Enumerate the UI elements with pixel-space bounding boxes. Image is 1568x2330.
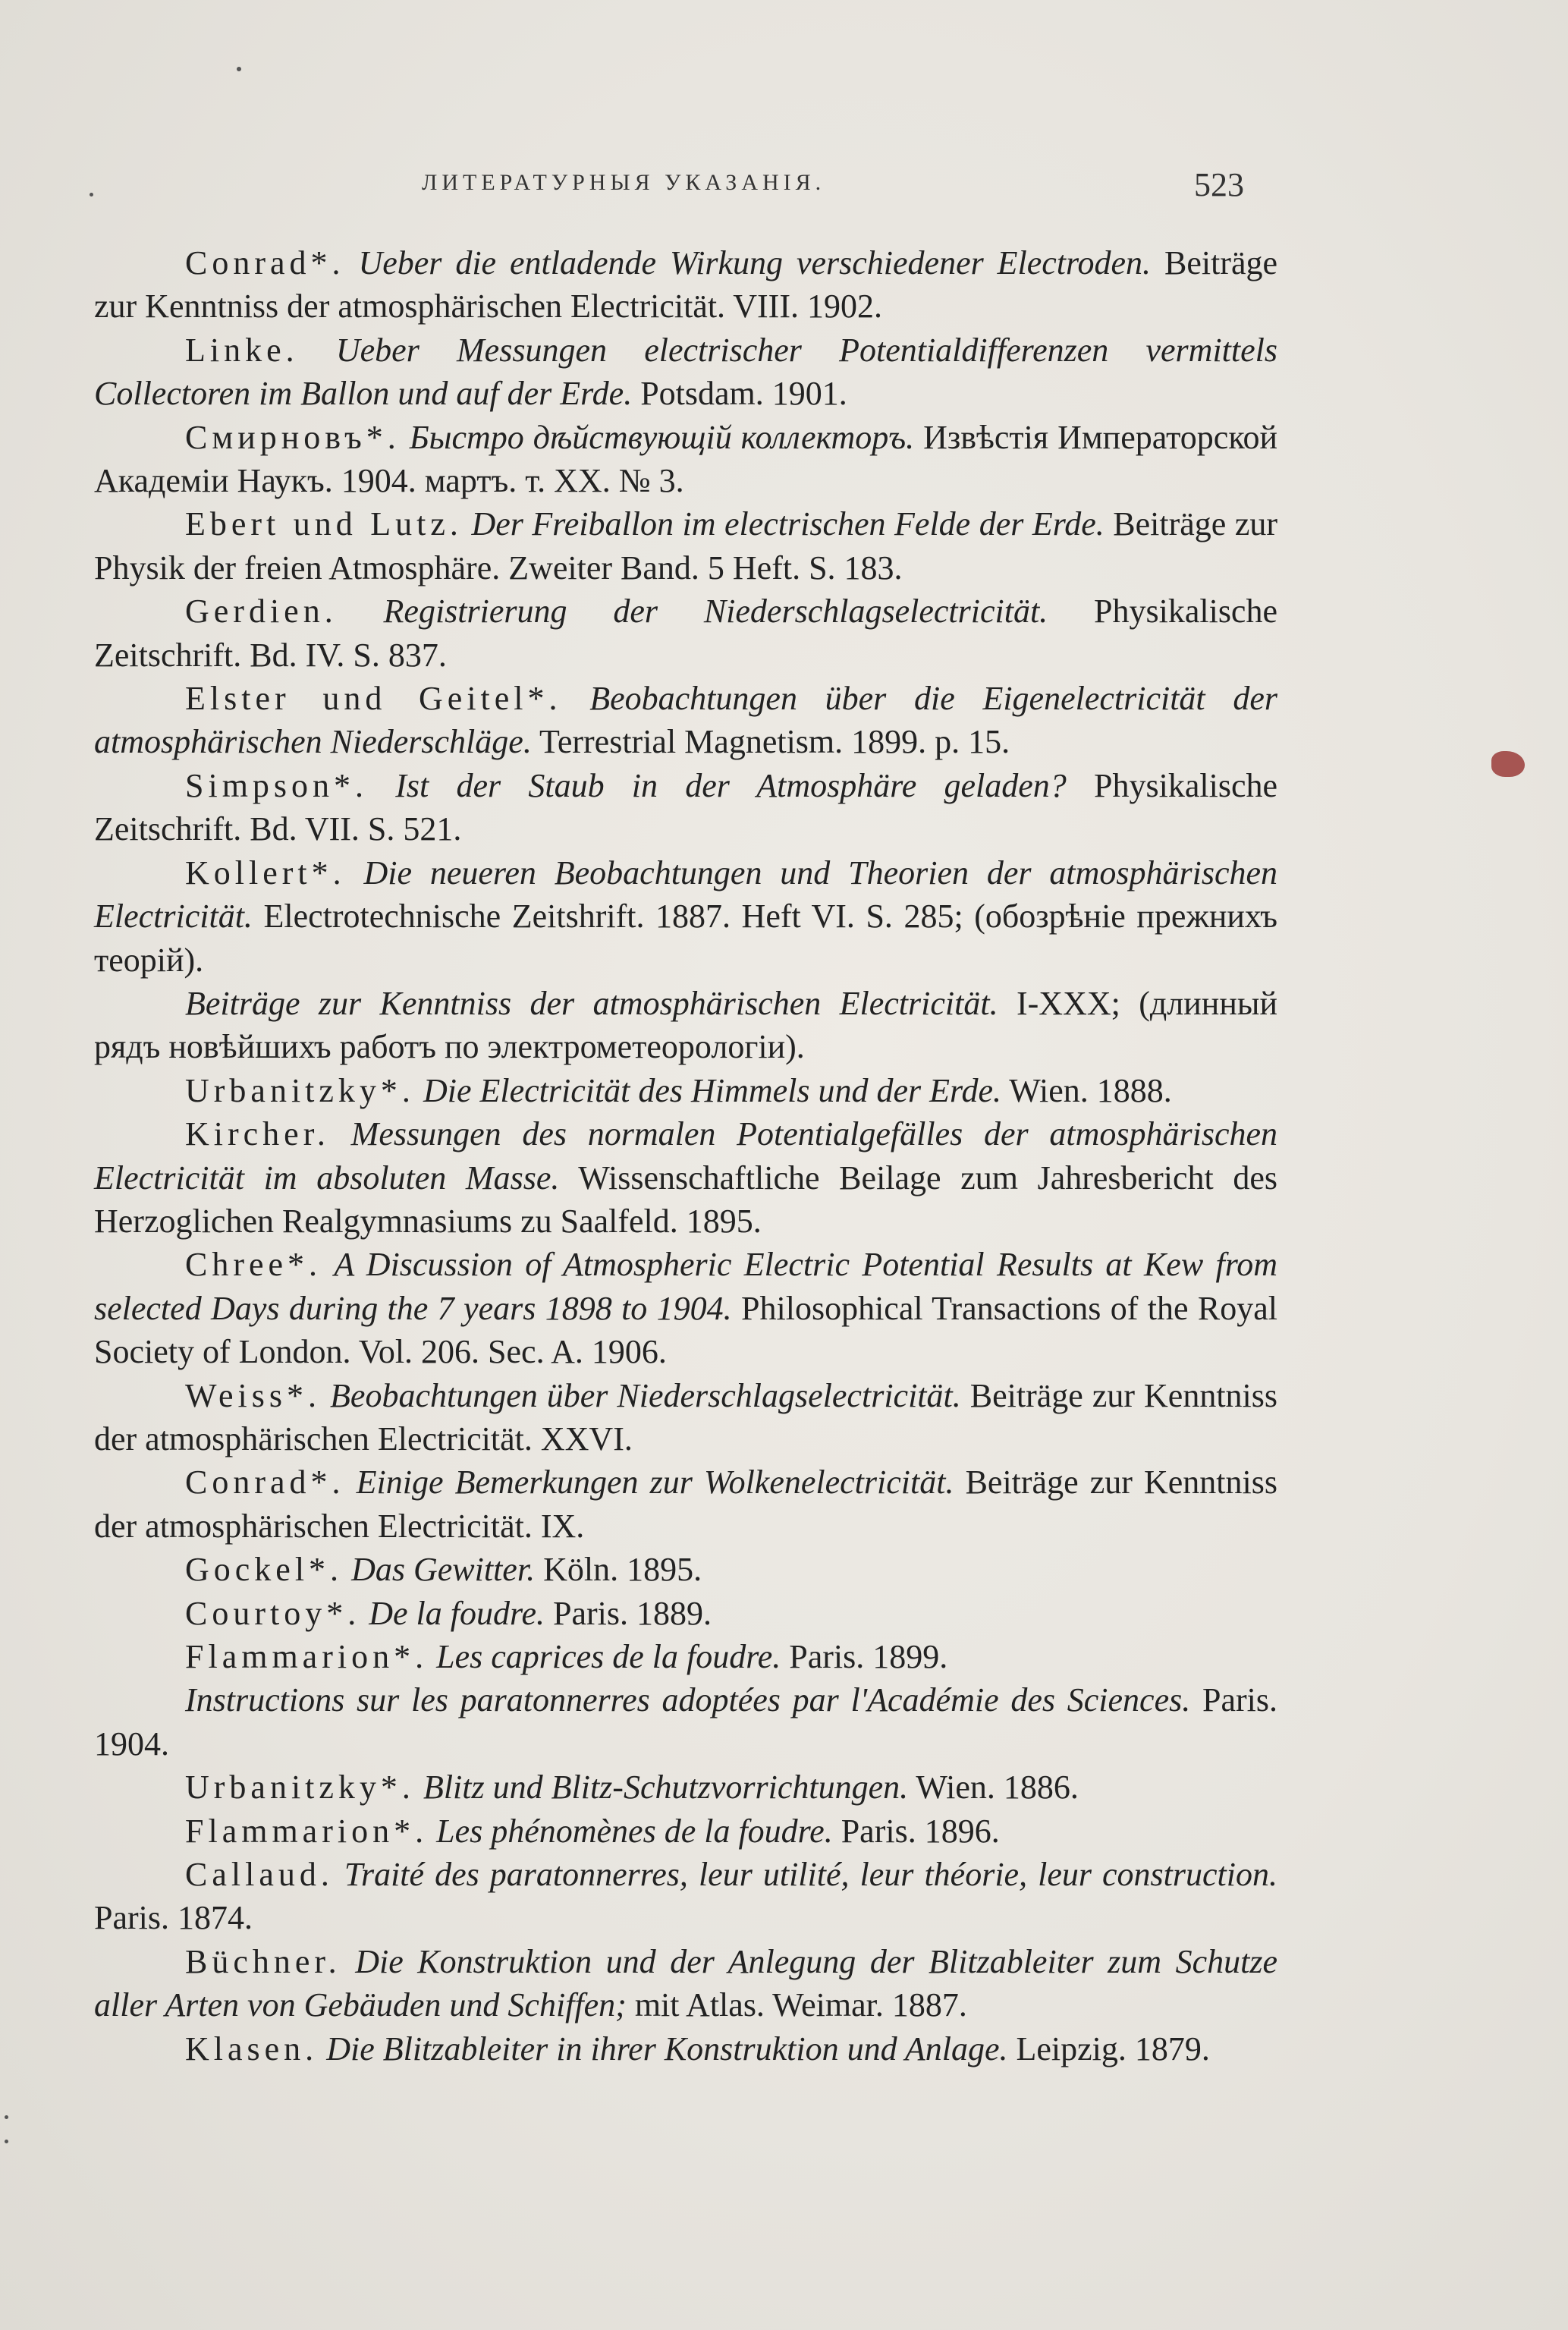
bibliography-entry [94, 1635, 1277, 1678]
entry-title: Beobachtungen über Niederschlagselectricität. [330, 1376, 961, 1414]
entry-author: Gockel*. [185, 1551, 344, 1589]
entry-author: Callaud. [185, 1856, 334, 1894]
entry-author: Klasen. [185, 2030, 319, 2067]
entry-author: Urbanitzky*. [185, 1071, 415, 1109]
entry-title: Les caprices de la foudre. [436, 1638, 781, 1675]
entry-publication: Potsdam. 1901. [640, 375, 847, 413]
entry-publication: Terrestrial Magnetism. 1899. p. 15. [539, 723, 1010, 761]
entry-author: Смирновъ*. [185, 418, 401, 456]
entry-publication: Paris. 1899. [789, 1638, 948, 1675]
bibliography-entry [94, 590, 1277, 677]
paper-speck [5, 2115, 8, 2119]
entry-title: Beiträge zur Kenntniss der atmosphärischen Electricität. [185, 984, 998, 1022]
entry-author: Gerdien. [185, 593, 338, 630]
entry-author: Simpson*. [185, 766, 369, 804]
entry-title: Die Blitzableiter in ihrer Konstruktion und Anlage. [326, 2030, 1008, 2067]
entry-publication: Paris. 1904. [94, 1681, 1277, 1762]
entry-publication: Beiträge zur Physik der freien Atmosphäre. Zweiter Band. 5 Heft. S. 183. [94, 505, 1278, 586]
entry-title: Ueber die entladende Wirkung verschiedener Electroden. [358, 244, 1152, 281]
entry-publication: Physikalische Zeitschrift. Bd. IV. S. 837. [94, 593, 1277, 674]
entry-title: Einige Bemerkungen zur Wolkenelectricität. [356, 1464, 954, 1501]
entry-publication: Köln. 1895. [543, 1551, 702, 1589]
entry-publication: Beiträge zur Kenntniss der atmosphärischen Electricität. VIII. 1902. [94, 244, 1278, 325]
entry-publication: Philosophical Transactions of the Royal Society of London. Vol. 206. Sec. A. 1906. [94, 1289, 1278, 1371]
entry-author: Conrad*. [185, 244, 345, 281]
bibliography-entry [94, 982, 1277, 1069]
paper-speck [5, 2140, 8, 2143]
bibliography-entry [94, 1810, 1277, 1853]
entry-title: Blitz und Blitz-Schutzvorrichtungen. [423, 1769, 909, 1806]
bibliography-entry [94, 1592, 1277, 1635]
entry-author: Conrad*. [185, 1464, 345, 1501]
entry-author: Courtoy*. [185, 1594, 361, 1632]
entry-publication: Wien. 1886. [916, 1769, 1079, 1806]
entry-title: Registrierung der Niederschlagselectricität. [383, 593, 1048, 630]
entry-author: Elster und Geitel*. [185, 680, 562, 718]
bibliography-entry [94, 851, 1277, 982]
entry-title: Die Konstruktion und der Anlegung der Blitzableiter zum Schutze aller Arten von Gebäuden und Schiffen; [94, 1942, 1277, 2024]
bibliography-list [94, 241, 1277, 2071]
bibliography-entry [94, 1678, 1277, 1766]
running-title: ЛИТЕРАТУРНЫЯ УКАЗАНІЯ. [422, 170, 826, 195]
entry-title: Messungen des normalen Potentialgefälles der atmosphärischen Electricität im absoluten Masse. [94, 1115, 1278, 1196]
paper-speck [90, 193, 93, 197]
bibliography-entry [94, 1461, 1277, 1548]
entry-author: Kircher. [185, 1115, 330, 1153]
bibliography-entry [94, 416, 1277, 503]
bibliography-entry [94, 1940, 1277, 2027]
bibliography-entry [94, 1243, 1277, 1373]
entry-author: Linke. [185, 331, 299, 369]
entry-title: Der Freiballon im electrischen Felde der Erde. [471, 505, 1105, 543]
entry-publication: Wien. 1888. [1009, 1071, 1172, 1109]
bibliography-entry [94, 2027, 1277, 2071]
entry-publication: Wissenschaftliche Beilage zum Jahresbericht des Herzoglichen Realgymnasiums zu Saalfeld. 1895. [94, 1159, 1277, 1240]
entry-publication: Electrotechnische Zeitshrift. 1887. Heft VI. S. 285; (обозрѣніе прежнихъ теорій). [94, 898, 1278, 979]
entry-title: Ist der Staub in der Atmosphäre geladen? [395, 766, 1067, 804]
bibliography-entry [94, 677, 1277, 764]
page-number: 523 [1194, 166, 1244, 203]
entry-publication: Paris. 1889. [553, 1594, 712, 1632]
entry-author: Ebert und Lutz. [185, 505, 463, 543]
entry-publication: Leipzig. 1879. [1016, 2030, 1210, 2067]
bibliography-entry [94, 1548, 1277, 1591]
bibliography-entry [94, 764, 1277, 851]
entry-publication: Paris. 1874. [94, 1899, 253, 1937]
entry-author: Weiss*. [185, 1376, 322, 1414]
entry-author: Flammarion*. [185, 1638, 429, 1675]
bibliography-entry [94, 241, 1277, 329]
entry-title: Das Gewitter. [351, 1551, 536, 1589]
entry-title: Ueber Messungen electrischer Potentialdifferenzen vermittels Collectoren im Ballon und auf der Erde. [94, 331, 1278, 413]
entry-author: Kollert*. [185, 854, 346, 891]
entry-title: De la foudre. [369, 1594, 545, 1632]
entry-publication: Physikalische Zeitschrift. Bd. VII. S. 521. [94, 766, 1278, 848]
entry-author: Chree*. [185, 1246, 322, 1284]
paper-speck [237, 67, 241, 71]
bibliography-entry [94, 1069, 1277, 1112]
entry-author: Büchner. [185, 1942, 341, 1980]
entry-publication: Beiträge zur Kenntniss der atmosphärischen Electricität. IX. [94, 1464, 1277, 1545]
entry-title: Traité des paratonnerres, leur utilité, leur théorie, leur construction. [344, 1856, 1278, 1894]
entry-title: Быстро дѣйствующій коллекторъ. [409, 418, 915, 456]
bibliography-entry [94, 1112, 1277, 1243]
entry-publication: I-XXX; (длинный рядъ новѣйшихъ работъ по электрометеорологіи). [94, 984, 1277, 1066]
entry-author: Flammarion*. [185, 1812, 429, 1850]
entry-title: Instructions sur les paratonnerres adoptées par l'Académie des Sciences. [185, 1681, 1191, 1719]
entry-title: Die neueren Beobachtungen und Theorien der atmosphärischen Electricität. [94, 854, 1277, 935]
entry-publication: Paris. 1896. [841, 1812, 1000, 1850]
entry-title: A Discussion of Atmospheric Electric Potential Results at Kew from selected Days during the 7 years 1898 to 1904. [94, 1246, 1277, 1327]
ink-stain [1491, 751, 1525, 777]
entry-title: Les phénomènes de la foudre. [436, 1812, 833, 1850]
entry-title: Beobachtungen über die Eigenelectricität der atmosphärischen Niederschläge. [94, 680, 1278, 761]
bibliography-entry [94, 1766, 1277, 1809]
entry-publication: mit Atlas. Weimar. 1887. [634, 1986, 967, 2024]
bibliography-entry [94, 502, 1277, 590]
bibliography-entry [94, 1853, 1277, 1940]
entry-author: Urbanitzky*. [185, 1769, 415, 1806]
entry-publication: Beiträge zur Kenntniss der atmosphärischen Electricität. XXVI. [94, 1376, 1278, 1457]
bibliography-entry [94, 329, 1277, 416]
bibliography-entry [94, 1374, 1277, 1461]
entry-publication: Извѣстія Императорской Академіи Наукъ. 1904. мартъ. т. XX. № 3. [94, 418, 1278, 500]
entry-title: Die Electricität des Himmels und der Erde. [423, 1071, 1002, 1109]
